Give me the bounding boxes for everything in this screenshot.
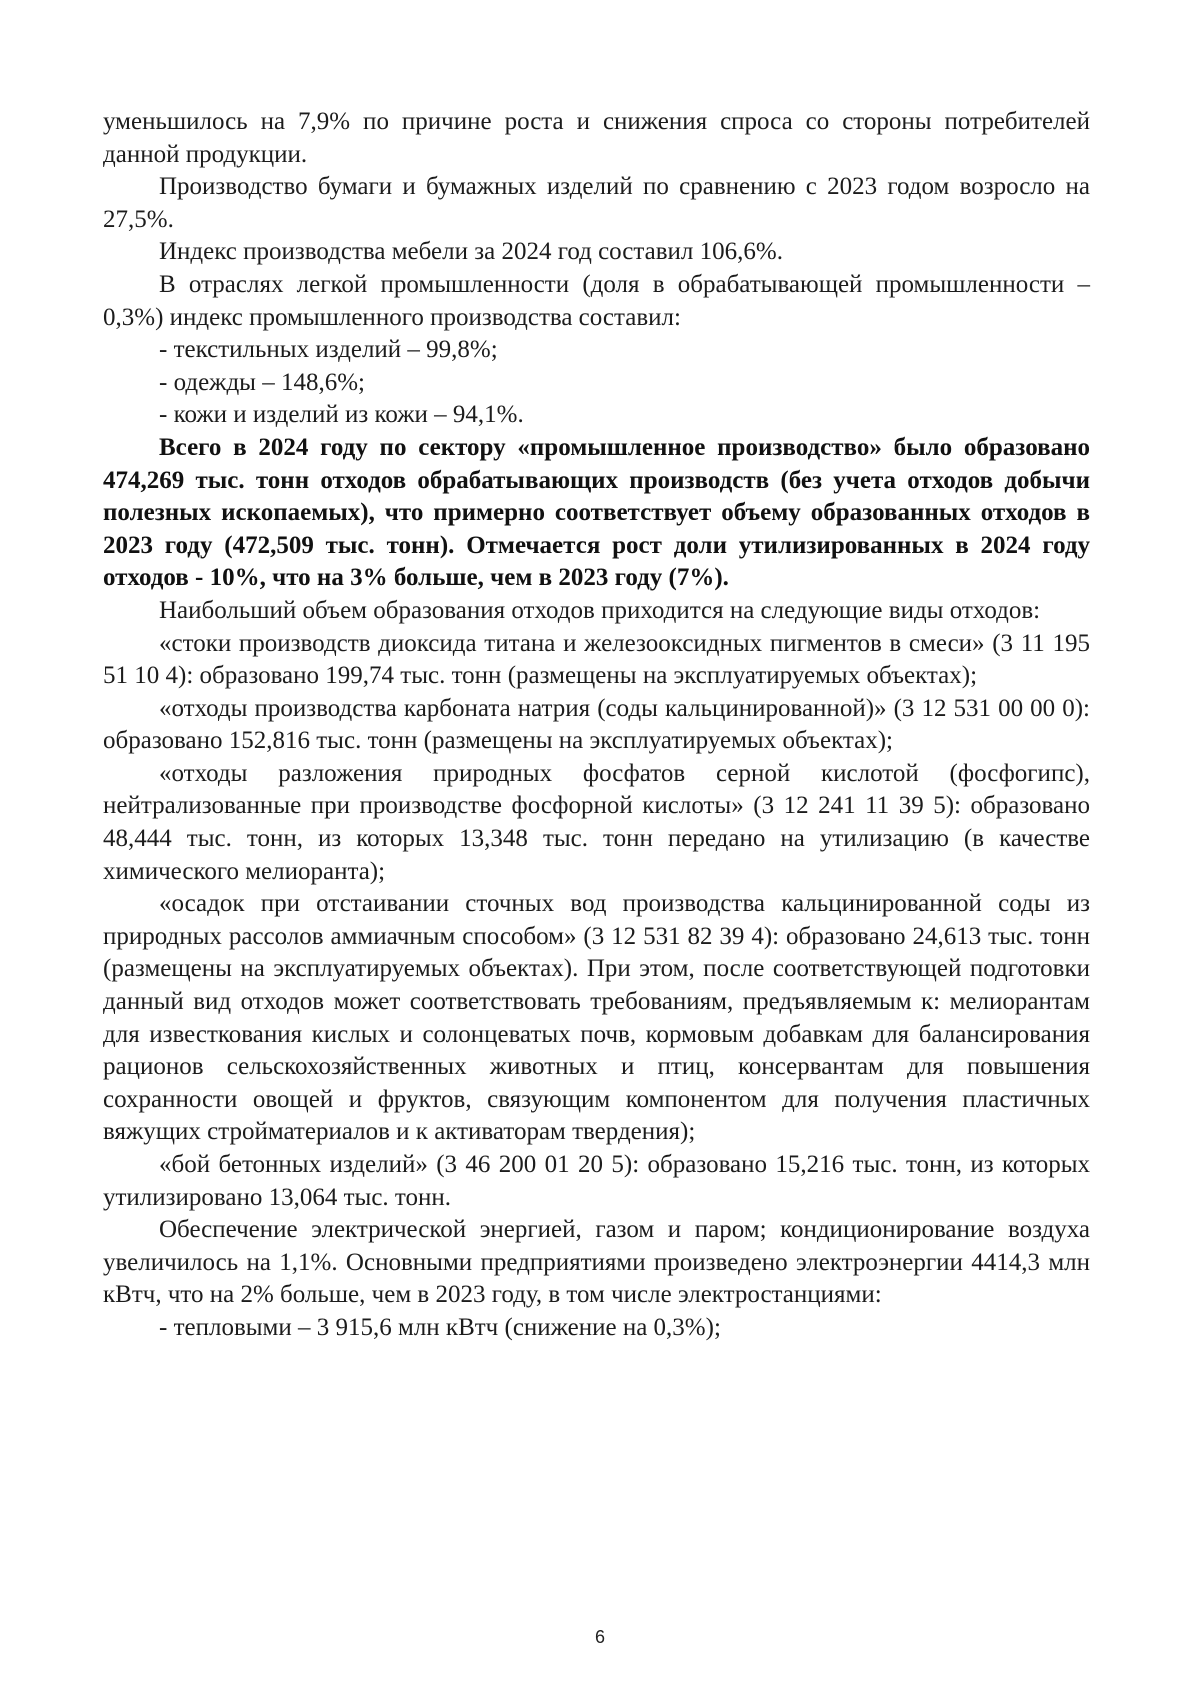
page-number: 6	[594, 1627, 605, 1647]
paragraph-paper-production: Производство бумаги и бумажных изделий по сравнению с 2023 годом возросло на 27,5%.	[103, 173, 1090, 233]
paragraph-waste-soda: «отходы производства карбоната натрия (соды кальцинированной)» (3 12 531 00 00 0): образовано 152,816 тыс. тонн (размещены на эксплуатируемых объектах);	[103, 694, 1090, 755]
list-item-clothing: - одежды – 148,6%;	[159, 368, 365, 396]
list-item-textiles: - текстильных изделий – 99,8%;	[159, 336, 498, 364]
list-item-leather: - кожи и изделий из кожи – 94,1%.	[159, 401, 524, 429]
document-body	[103, 106, 1090, 1345]
list-item-thermal-plants: - тепловыми – 3 915,6 млн кВтч (снижение на 0,3%);	[159, 1313, 721, 1341]
paragraph-waste-phosphogypsum: «отходы разложения природных фосфатов серной кислотой (фосфогипс), нейтрализованные при производстве фосфорной кислоты» (3 12 241 11 39 5): образовано 48,444 тыс. тонн, из которых 13,348 тыс. тонн передано на утилизацию (в качестве химического мелиоранта);	[103, 759, 1090, 885]
paragraph-waste-concrete: «бой бетонных изделий» (3 46 200 01 20 5): образовано 15,216 тыс. тонн, из которых утилизировано 13,064 тыс. тонн.	[103, 1151, 1090, 1211]
paragraph-waste-summary: Всего в 2024 году по сектору «промышленное производство» было образовано 474,269 тыс. тонн отходов обрабатывающих производств (без учета отходов добычи полезных ископаемых), что примерно соответствует объему образованных отходов в 2023 году (472,509 тыс. тонн). Отмечается рост доли утилизированных в 2024 году отходов - 10%, что на 3% больше, чем в 2023 году (7%).	[103, 433, 1090, 592]
paragraph-waste-sediment: «осадок при отстаивании сточных вод производства кальцинированной соды из природных рассолов аммиачным способом» (3 12 531 82 39 4): образовано 24,613 тыс. тонн (размещены на эксплуатируемых объектах). При этом, после соответствующей подготовки данный вид отходов может соответствовать требованиям, предъявляемым к: мелиорантам для известкования кислых и солонцеватых почв, кормовым добавкам для балансирования рационов сельскохозяйственных животных и птиц, консервантам для повышения сохранности овощей и фруктов, связующим компонентом для получения пластичных вяжущих стройматериалов и к активаторам твердения);	[103, 890, 1090, 1146]
paragraph-light-industry: В отраслях легкой промышленности (доля в обрабатывающей промышленности – 0,3%) индекс промышленного производства составил:	[103, 270, 1090, 331]
paragraph-electricity: Обеспечение электрической энергией, газом и паром; кондиционирование воздуха увеличилось на 1,1%. Основными предприятиями произведено электроэнергии 4414,3 млн кВтч, что на 2% больше, чем в 2023 году, в том числе электростанциями:	[103, 1216, 1090, 1309]
paragraph-furniture-demand: уменьшилось на 7,9% по причине роста и снижения спроса со стороны потребителей данной продукции.	[103, 108, 1090, 168]
paragraph-waste-types-intro: Наибольший объем образования отходов приходится на следующие виды отходов:	[159, 596, 1041, 624]
paragraph-furniture-index: Индекс производства мебели за 2024 год составил 106,6%.	[159, 238, 783, 266]
paragraph-waste-titanium: «стоки производств диоксида титана и железооксидных пигментов в смеси» (3 11 195 51 10 4): образовано 199,74 тыс. тонн (размещены на эксплуатируемых объектах);	[103, 629, 1090, 690]
